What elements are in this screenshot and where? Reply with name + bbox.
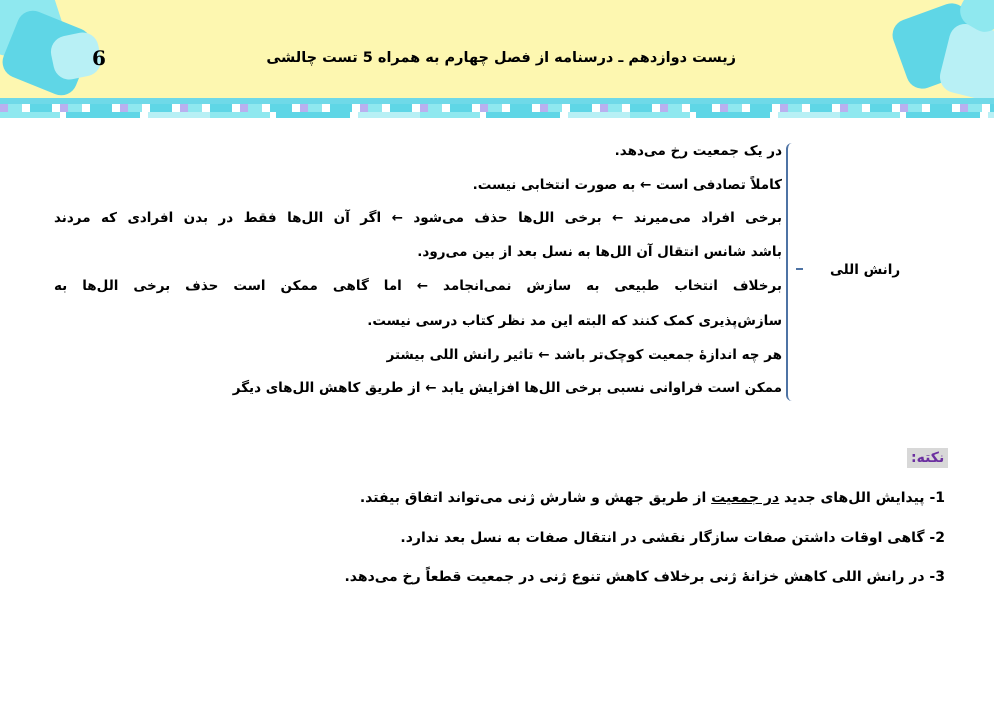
- topic-line: برخی افراد می‌میرند ← برخی الل‌ها حذف می‌شود ← اگر آن الل‌ها فقط در بدن افرادی که مردند: [54, 210, 782, 226]
- note-label: نکته:: [907, 448, 948, 468]
- topic-brace: [786, 143, 798, 401]
- topic-line: سازش‌پذیری کمک کنند که البته این مد نظر کتاب درسی نیست.: [367, 313, 782, 329]
- note-item-1-part-b: از طریق جهش و شارش ژنی می‌تواند اتفاق بیفتد.: [359, 490, 712, 506]
- page-header: [0, 0, 994, 98]
- topic-line: ممکن است فراوانی نسبی برخی الل‌ها افزایش یابد ← از طریق کاهش الل‌های دیگر: [232, 380, 782, 396]
- topic-line: کاملاً تصادفی است ← به صورت انتخابی نیست.: [472, 177, 782, 193]
- topic-label: رانش اللی: [830, 262, 901, 278]
- topic-line: باشد شانس انتقال آن الل‌ها به نسل بعد از بین می‌رود.: [417, 244, 782, 260]
- note-item-1: [360, 490, 945, 506]
- page-number: 6: [92, 46, 106, 70]
- header-stripe-bottom: [0, 112, 994, 118]
- note-item-1-underlined: در جمعیت: [711, 490, 780, 506]
- header-title: زیست دوازدهم ـ درسنامه از فصل چهارم به همراه 5 تست چالشی: [266, 50, 736, 66]
- topic-line: برخلاف انتخاب طبیعی به سازش نمی‌انجامد ← اما گاهی ممکن است حذف برخی الل‌ها به: [54, 278, 782, 294]
- topic-line: هر چه اندازهٔ جمعیت کوچک‌تر باشد ← تاثیر رانش اللی بیشتر: [386, 347, 782, 363]
- topic-line: در یک جمعیت رخ می‌دهد.: [614, 143, 782, 159]
- header-stripe-dashes: [0, 104, 994, 112]
- topic-brace-tip: [796, 268, 803, 270]
- note-item-2: 2- گاهی اوقات داشتن صفات سازگار نقشی در انتقال صفات به نسل بعد ندارد.: [400, 530, 945, 546]
- note-item-1-part-a: 1- پیدایش الل‌های جدید: [779, 490, 945, 506]
- note-item-3: 3- در رانش اللی کاهش خزانهٔ ژنی برخلاف کاهش تنوع ژنی در جمعیت قطعاً رخ می‌دهد.: [344, 569, 945, 585]
